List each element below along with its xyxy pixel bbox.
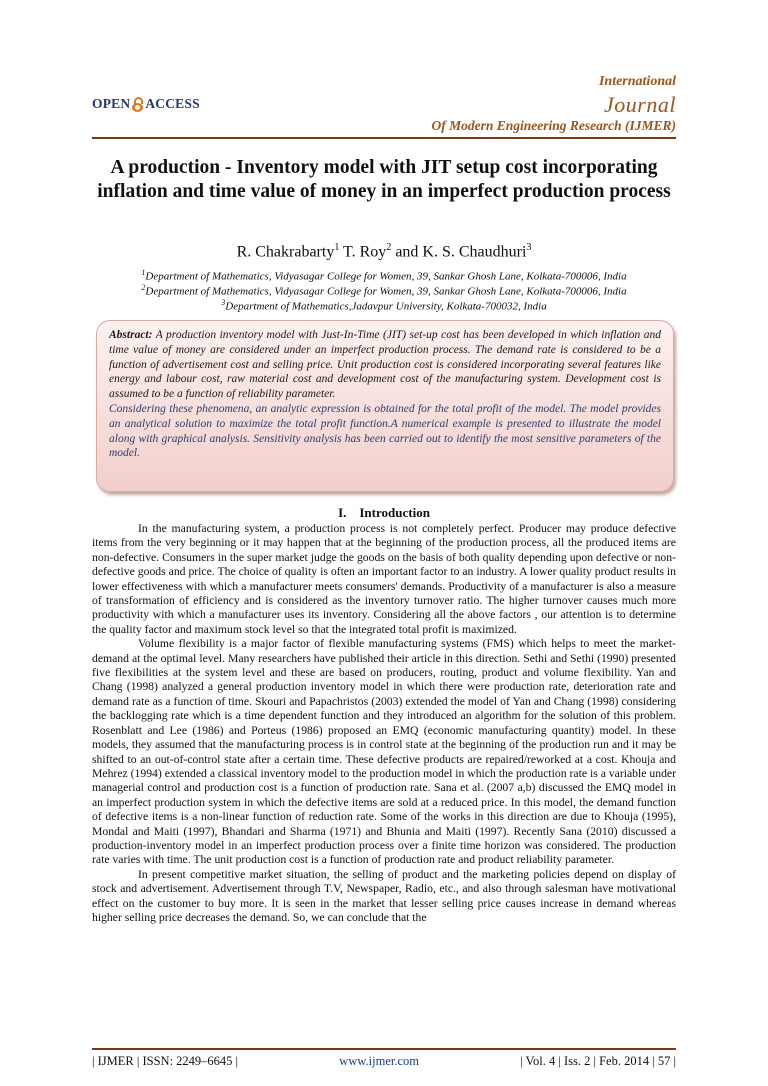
abstract-box: [96, 320, 674, 492]
author-join: and: [391, 243, 423, 261]
affiliation-sup: 1: [141, 268, 146, 277]
open-access-word-2: ACCESS: [145, 96, 200, 111]
affiliation-text: Department of Mathematics, Vidyasagar College for Women, 39, Sankar Ghosh Lane, Kolkata-700006, India: [145, 270, 627, 283]
body-paragraph: Volume flexibility is a major factor of flexible manufacturing systems (FMS) which helps to meet the market-demand at the optimal level. Many researchers have published their article in this direction. Sethi and Sethi (1990) presented five flexibilities at the system level and these are based on producers, routing, product and volume flexibility. Yan and Chang (1998) analyzed a general production inventory model in which there were production rate, deterioration rate and demand rate as a function of time. Skouri and Papachristos (2003) extended the model of Yan and Chang (1998) considering the backlogging rate which is a time dependent function and they introduced an algorithm for the solution of this problem. Rosenblatt and Lee (1986) and Porteus (1986) proposed an EMQ (economic manufacturing quantity) model. In these models, they assumed that the manufacturing process is in control state at the beginning of the production run and it may be shifted to an out-of-control state after a certain time. These defective products are repaired/reworked at a cost. Khouja and Mehrez (1994) extended a classical inventory model to the production model in which the production rate is a variable under managerial control and production cost is a function of production rate. Sana et al. (2007 a,b) discussed the EMQ model in an imperfect production system in which the defective items are sold at a reduced price. In this model, the demand function of defective items is a non-linear function of reduction rate. Some of the works in this direction are due to Khouja (1995), Mondal and Maiti (1997), Bhandari and Sharma (1971) and Bhunia and Maiti (1997). Recently Sana (2010) discussed a production-inventory model in an imperfect production process over a finite time horizon was considered. The production rate varies with time. The unit production cost is a function of production rate and product reliability parameter.: [92, 637, 676, 867]
body-paragraph: In the manufacturing system, a production process is not completely perfect. Producer may produce defective items from the very beginning or it may happen that at the beginning of the production process, all the produced items are non-defective. Consumers in the super market judge the goods on the basis of both quality depending upon defective or non-defective goods and price. The choice of quality is often an important factor to an industry. A lower quality product results in lower effectiveness with which a manufacturer meets consumers' demands. Productivity of a manufacturer is also a measure of transformation of efficiency and is considered as the inventory turnover ratio. The higher turnover causes much more productivity with which a manufacturer uses its inventory. Considering all the above factors , our attention is to determine the quality factor and maximum stock level so that the integrated total profit is maximized.: [92, 522, 676, 636]
paper-title: A production - Inventory model with JIT setup cost incorporating inflation and time value of money in an imperfect production process: [97, 157, 671, 202]
abstract-label: Abstract:: [109, 329, 153, 341]
abstract-text: [109, 328, 661, 461]
affiliation-text: Department of Mathematics, Vidyasagar College for Women, 39, Sankar Ghosh Lane, Kolkata-700006, India: [145, 285, 627, 298]
footer-issn: | IJMER | ISSN: 2249–6645 |: [92, 1054, 239, 1068]
affiliation-sup: 2: [141, 283, 146, 292]
affiliation-sup: 3: [221, 298, 226, 307]
footer-url-link[interactable]: www.ijmer.com: [339, 1054, 419, 1068]
author-name: K. S. Chaudhuri: [422, 243, 527, 261]
author-sup: 3: [526, 242, 532, 253]
footer-volume: | Vol. 4 | Iss. 2 | Feb. 2014 | 57 |: [520, 1054, 676, 1068]
journal-line-1: International: [598, 74, 676, 89]
body-text: [92, 522, 676, 925]
section-heading: I. Introduction: [338, 505, 430, 520]
author-sup: 2: [386, 242, 392, 253]
open-access-logo: [92, 96, 200, 112]
open-lock-icon: [132, 97, 143, 112]
page-footer: [92, 1054, 676, 1069]
author-list: [92, 242, 676, 261]
affiliation-text: Department of Mathematics,Jadavpur University, Kolkata-700032, India: [225, 300, 547, 313]
author-sup: 1: [334, 242, 340, 253]
journal-line-3: Of Modern Engineering Research (IJMER): [431, 118, 676, 133]
abstract-para-1: A production inventory model with Just-In-Time (JIT) set-up cost has been developed in which inflation and time value of money are considered under an imperfect production process. The demand rate is considered to be a function of advertisement cost and selling price. Unit production cost is considered incorporating several features like energy and labour cost, raw material cost and development cost of the manufacturing system. Development cost is assumed to be a function of reliability parameter.: [109, 329, 662, 401]
affiliation: [92, 296, 676, 314]
header-rule: [92, 137, 676, 139]
author-name: T. Roy: [343, 243, 387, 261]
journal-line-2: Journal: [604, 92, 676, 117]
footer-rule: [92, 1048, 676, 1050]
open-access-word-1: OPEN: [92, 96, 131, 111]
body-paragraph: In present competitive market situation, the selling of product and the marketing policies depend on display of stock and advertisement. Advertisement through T.V, Newspaper, Radio, etc., and also through salesman have motivational effect on the customer to buy more. It is seen in the market that lesser selling price causes increase in demand whereas higher selling price decreases the demand. So, we can conclude that the: [92, 867, 676, 924]
author-name: R. Chakrabarty: [236, 243, 335, 261]
abstract-para-2: Considering these phenomena, an analytic expression is obtained for the total profit of the model. The model provides an analytical solution to maximize the total profit function.A numerical example is presented to illustrate the model along with graphical analysis. Sensitivity analysis has been carried out to identify the most sensitive parameters of the model.: [109, 402, 661, 460]
